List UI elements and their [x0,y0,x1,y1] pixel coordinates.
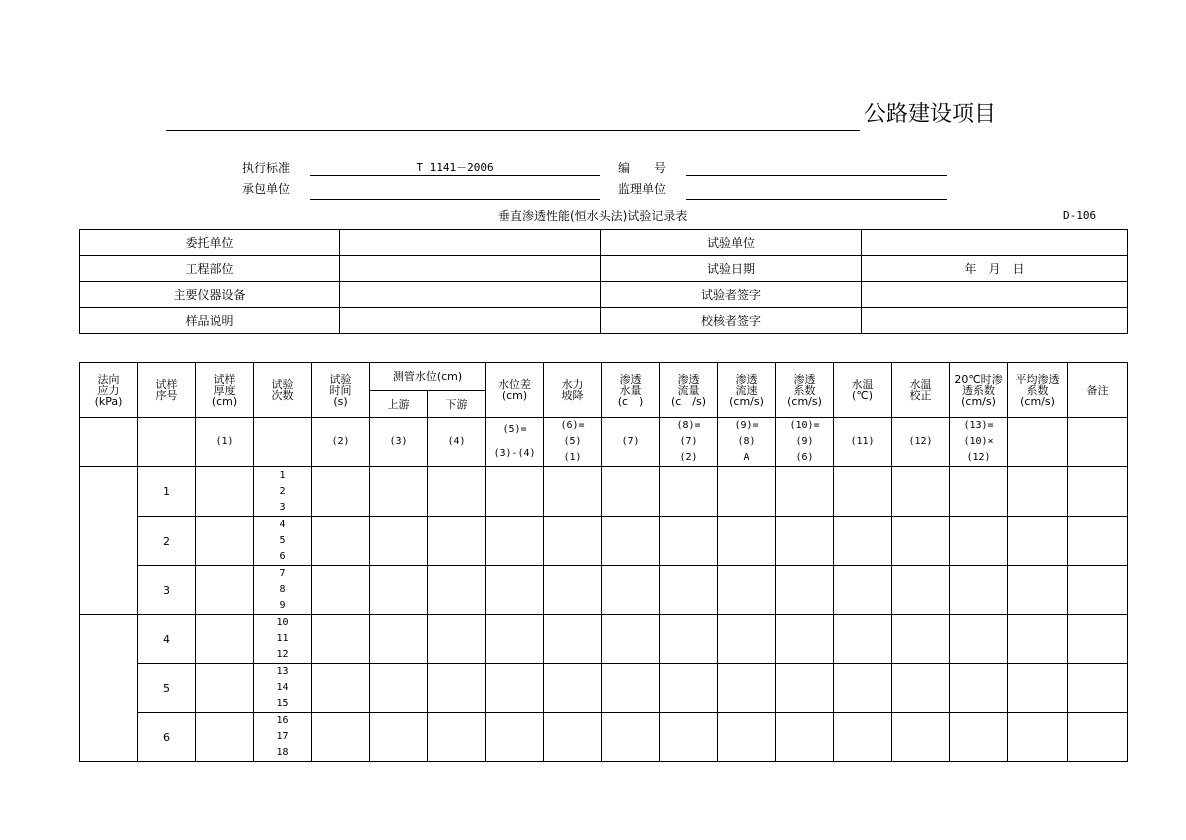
h-thickness-line: (cm) [211,394,238,408]
seepage-flow-cell[interactable] [660,615,718,664]
test-count-number: 18 [276,747,289,758]
f-gradient [544,418,602,467]
upstream-cell[interactable] [370,664,428,713]
thickness-cell[interactable] [196,664,254,713]
thickness-cell[interactable] [196,713,254,762]
f-seepage-coef-line: (6) [795,452,814,463]
test-count-number: 1 [279,469,286,481]
test-count-cell [254,713,312,762]
h-downstream: 下游 [428,391,486,418]
standard-value[interactable]: T 1141－2006 [416,161,494,174]
coef-20c-cell[interactable] [950,566,1008,615]
h-water-temp [834,363,892,418]
f-coef-20c-line: (10)× [963,436,994,447]
checker-sign-value[interactable] [862,308,1128,334]
f-level-diff-line: (3)-(4) [493,448,536,459]
f-seepage-coef-line: (9) [795,436,814,447]
client-label: 委托单位 [80,230,340,256]
remarks-cell[interactable] [1068,664,1128,713]
remarks-cell[interactable] [1068,713,1128,762]
temp-correction-cell[interactable] [892,713,950,762]
f-seepage-flow-line: (8)= [676,420,701,431]
info-table [79,229,1128,334]
seepage-coef-cell[interactable] [776,713,834,762]
seepage-flow-cell[interactable] [660,467,718,517]
sample-row [80,517,1128,566]
test-count-number: 16 [276,715,289,726]
f-coef-20c [950,418,1008,467]
seepage-velocity-cell[interactable] [718,664,776,713]
test-time-cell[interactable] [312,713,370,762]
level-diff-cell[interactable] [486,467,544,517]
test-count-number: 3 [279,501,286,513]
downstream-cell[interactable] [428,664,486,713]
seepage-coef-cell[interactable] [776,566,834,615]
remarks-cell[interactable] [1068,615,1128,664]
h-seepage-flow-line: (c /s) [670,394,707,408]
test-time-cell[interactable] [312,664,370,713]
equipment-value[interactable] [340,282,601,308]
temp-correction-cell[interactable] [892,615,950,664]
test-count-number: 13 [276,666,289,677]
seepage-velocity-cell[interactable] [718,467,776,517]
h-seepage-flow [660,363,718,418]
sample-no-cell: 3 [138,566,196,615]
f-seepage-velocity-line: (8) [737,436,756,447]
h-temp-correction-line: 水温 [909,378,932,391]
test-count-number: 10 [276,617,289,628]
tester-sign-label: 试验者签字 [601,282,862,308]
sample-no-cell: 2 [138,517,196,566]
h-seepage-velocity-line: 流速 [735,383,758,397]
sample-row [80,664,1128,713]
h-water-temp-line: 水温 [851,378,874,391]
gradient-cell[interactable] [544,615,602,664]
h-seepage-velocity [718,363,776,418]
h-thickness [196,363,254,418]
sample-no-cell: 1 [138,467,196,517]
seepage-volume-cell[interactable] [602,615,660,664]
avg-coef-cell[interactable] [1008,467,1068,517]
h-level-diff [486,363,544,418]
upstream-cell[interactable] [370,713,428,762]
h-sample-no-line: 试样 [155,378,178,391]
f-level-diff [486,418,544,467]
test-count-number: 14 [276,682,289,693]
f-seepage-coef [776,418,834,467]
f-coef-20c-line: (13)= [963,420,994,431]
seepage-flow-cell[interactable] [660,664,718,713]
number-underline [686,175,947,176]
f-level-diff-line: (5)= [502,424,527,435]
test-count-number: 15 [276,698,289,709]
h-temp-correction-line: 校正 [909,389,932,402]
level-diff-cell[interactable] [486,566,544,615]
h-level-diff-line: (cm) [501,389,528,402]
f-normal-stress [80,418,138,467]
f-seepage-flow [660,418,718,467]
h-seepage-coef-line: (cm/s) [787,394,822,408]
info-row [80,230,1128,256]
test-time-cell[interactable] [312,615,370,664]
test-count-number: 8 [279,584,286,595]
test-count-number: 4 [279,519,286,530]
seepage-flow-cell[interactable] [660,566,718,615]
test-count-cell [254,517,312,566]
seepage-velocity-cell[interactable] [718,566,776,615]
seepage-volume-cell[interactable] [602,713,660,762]
coef-20c-cell[interactable] [950,615,1008,664]
test-date-value[interactable]: 年 月 日 [862,256,1128,282]
f-seepage-velocity-line: A [743,452,750,463]
h-water-temp-line: (℃) [852,389,873,402]
test-count-number: 11 [276,633,289,644]
downstream-cell[interactable] [428,615,486,664]
h-seepage-volume-line: 渗透 [619,372,642,386]
upstream-cell[interactable] [370,517,428,566]
level-diff-cell[interactable] [486,615,544,664]
test-count-number: 6 [279,551,286,562]
h-avg-coef-line: (cm/s) [1020,394,1055,408]
f-sample-no [138,418,196,467]
h-gradient-line: 坡降 [561,389,584,402]
test-count-cell [254,467,312,517]
info-row [80,256,1128,282]
sample-no-cell: 5 [138,664,196,713]
sample-no-cell: 4 [138,615,196,664]
h-seepage-volume-line: 水量 [619,383,642,397]
contractor-label: 承包单位 [242,182,291,196]
f-seepage-flow-line: (2) [679,452,698,463]
equipment-label: 主要仪器设备 [80,282,340,308]
h-seepage-flow-line: 渗透 [677,372,700,386]
supervisor-underline [686,199,947,200]
gradient-cell[interactable] [544,566,602,615]
seepage-flow-cell[interactable] [660,713,718,762]
level-diff-cell[interactable] [486,517,544,566]
f-seepage-velocity [718,418,776,467]
h-test-count [254,363,312,418]
sample-body [80,467,1128,762]
f-seepage-flow-line: (7) [679,436,698,447]
test-count-number: 7 [279,568,286,579]
avg-coef-cell[interactable] [1008,566,1068,615]
water-temp-cell[interactable] [834,467,892,517]
h-avg-coef-line: 平均渗透 [1015,372,1060,386]
f-upstream: (3) [370,418,428,467]
level-diff-cell[interactable] [486,713,544,762]
project-title-underline [166,130,860,131]
normal-stress-cell[interactable] [80,615,138,762]
h-seepage-flow-line: 流量 [677,383,700,397]
thickness-cell[interactable] [196,467,254,517]
thickness-cell[interactable] [196,517,254,566]
test-unit-label: 试验单位 [601,230,862,256]
f-gradient-line: (5) [563,436,582,447]
h-seepage-velocity-line: (cm/s) [729,394,764,408]
avg-coef-cell[interactable] [1008,713,1068,762]
water-temp-cell[interactable] [834,566,892,615]
checker-sign-label: 校核者签字 [601,308,862,334]
h-test-time-line: (s) [333,394,348,408]
remarks-cell[interactable] [1068,467,1128,517]
avg-coef-cell[interactable] [1008,615,1068,664]
f-gradient-line: (6)= [560,420,585,431]
seepage-coef-cell[interactable] [776,664,834,713]
h-test-count-line: 试验 [271,378,294,391]
f-thickness: (1) [196,418,254,467]
f-gradient-line: (1) [563,452,582,463]
sample-row [80,615,1128,664]
seepage-coef-cell[interactable] [776,467,834,517]
h-coef-20c-line: 透系数 [962,383,996,397]
f-coef-20c-line: (12) [966,452,991,463]
form-code: D-106 [1063,209,1097,222]
h-water-level: 测管水位(cm) [370,363,486,391]
formula-row [80,418,1128,467]
seepage-volume-cell[interactable] [602,467,660,517]
seepage-velocity-cell[interactable] [718,713,776,762]
h-test-time-line: 试验 [329,372,352,386]
form-title: 垂直渗透性能(恒水头法)试验记录表 [498,209,688,223]
h-coef-20c [950,363,1008,418]
level-diff-cell[interactable] [486,664,544,713]
test-count-number: 5 [279,535,286,546]
water-temp-cell[interactable] [834,664,892,713]
seepage-flow-cell[interactable] [660,517,718,566]
upstream-cell[interactable] [370,467,428,517]
tester-sign-value[interactable] [862,282,1128,308]
h-seepage-velocity-line: 渗透 [735,372,758,386]
sample-label: 样品说明 [80,308,340,334]
sample-row [80,467,1128,517]
water-temp-cell[interactable] [834,517,892,566]
sample-no-cell: 6 [138,713,196,762]
test-count-number: 9 [279,600,286,611]
f-remarks [1068,418,1128,467]
f-seepage-coef-line: (10)= [789,420,820,431]
gradient-cell[interactable] [544,517,602,566]
temp-correction-cell[interactable] [892,566,950,615]
coef-20c-cell[interactable] [950,467,1008,517]
h-temp-correction [892,363,950,418]
avg-coef-cell[interactable] [1008,664,1068,713]
h-normal-stress [80,363,138,418]
supervisor-label: 监理单位 [618,182,667,196]
upstream-cell[interactable] [370,615,428,664]
coef-20c-cell[interactable] [950,713,1008,762]
downstream-cell[interactable] [428,517,486,566]
project-part-value[interactable] [340,256,601,282]
gradient-cell[interactable] [544,664,602,713]
f-seepage-velocity-line: (9)= [734,420,759,431]
normal-stress-cell[interactable] [80,467,138,615]
h-test-time [312,363,370,418]
upstream-cell[interactable] [370,566,428,615]
seepage-volume-cell[interactable] [602,517,660,566]
h-seepage-volume-line: (c ) [617,394,644,408]
info-row [80,308,1128,334]
coef-20c-cell[interactable] [950,664,1008,713]
seepage-velocity-cell[interactable] [718,517,776,566]
test-unit-value[interactable] [862,230,1128,256]
sample-row [80,566,1128,615]
test-count-number: 17 [276,731,289,742]
h-seepage-coef-line: 系数 [793,383,816,397]
project-title: 公路建设项目 [864,102,997,127]
project-part-label: 工程部位 [80,256,340,282]
h-test-count-line: 次数 [271,389,294,402]
h-gradient [544,363,602,418]
h-sample-no [138,363,196,418]
seepage-volume-cell[interactable] [602,566,660,615]
standard-underline [310,175,600,176]
gradient-cell[interactable] [544,713,602,762]
seepage-volume-cell[interactable] [602,664,660,713]
h-gradient-line: 水力 [561,378,584,391]
test-count-cell [254,566,312,615]
info-row [80,282,1128,308]
water-temp-cell[interactable] [834,615,892,664]
f-seepage-volume: (7) [602,418,660,467]
h-normal-stress-line: 法向 [97,372,120,386]
seepage-velocity-cell[interactable] [718,615,776,664]
seepage-coef-cell[interactable] [776,517,834,566]
test-time-cell[interactable] [312,517,370,566]
h-thickness-line: 厚度 [213,383,236,397]
remarks-cell[interactable] [1068,517,1128,566]
temp-correction-cell[interactable] [892,664,950,713]
h-seepage-volume [602,363,660,418]
temp-correction-cell[interactable] [892,517,950,566]
h-thickness-line: 试样 [213,372,236,386]
h-normal-stress-line: 应力 [97,383,120,397]
contractor-underline [310,199,600,200]
avg-coef-cell[interactable] [1008,517,1068,566]
h-avg-coef-line: 系数 [1026,383,1049,397]
thickness-cell[interactable] [196,566,254,615]
sample-row [80,713,1128,762]
coef-20c-cell[interactable] [950,517,1008,566]
gradient-cell[interactable] [544,467,602,517]
h-remarks: 备注 [1068,363,1128,418]
number-label: 编 号 [618,161,667,175]
test-date-label: 试验日期 [601,256,862,282]
f-test-count [254,418,312,467]
h-coef-20c-line: 20℃时渗 [954,372,1003,386]
h-test-time-line: 时间 [329,383,352,397]
h-seepage-coef-line: 渗透 [793,372,816,386]
downstream-cell[interactable] [428,467,486,517]
h-sample-no-line: 序号 [155,389,178,402]
test-time-cell[interactable] [312,467,370,517]
temp-correction-cell[interactable] [892,467,950,517]
f-avg-coef [1008,418,1068,467]
standard-label: 执行标准 [242,161,291,175]
test-count-cell [254,664,312,713]
downstream-cell[interactable] [428,566,486,615]
test-time-cell[interactable] [312,566,370,615]
remarks-cell[interactable] [1068,566,1128,615]
f-test-time: (2) [312,418,370,467]
thickness-cell[interactable] [196,615,254,664]
test-count-number: 12 [276,649,289,660]
h-seepage-coef [776,363,834,418]
f-temp-correction: (12) [892,418,950,467]
test-count-cell [254,615,312,664]
seepage-coef-cell[interactable] [776,615,834,664]
sample-value[interactable] [340,308,601,334]
test-count-number: 2 [279,485,286,497]
data-table [79,362,1128,762]
h-avg-coef [1008,363,1068,418]
h-normal-stress-line: (kPa) [94,394,123,408]
h-upstream: 上游 [370,391,428,418]
downstream-cell[interactable] [428,713,486,762]
client-value[interactable] [340,230,601,256]
h-coef-20c-line: (cm/s) [961,394,996,408]
water-temp-cell[interactable] [834,713,892,762]
f-water-temp: (11) [834,418,892,467]
f-downstream: (4) [428,418,486,467]
header-row [80,363,1128,391]
h-level-diff-line: 水位差 [498,378,532,391]
